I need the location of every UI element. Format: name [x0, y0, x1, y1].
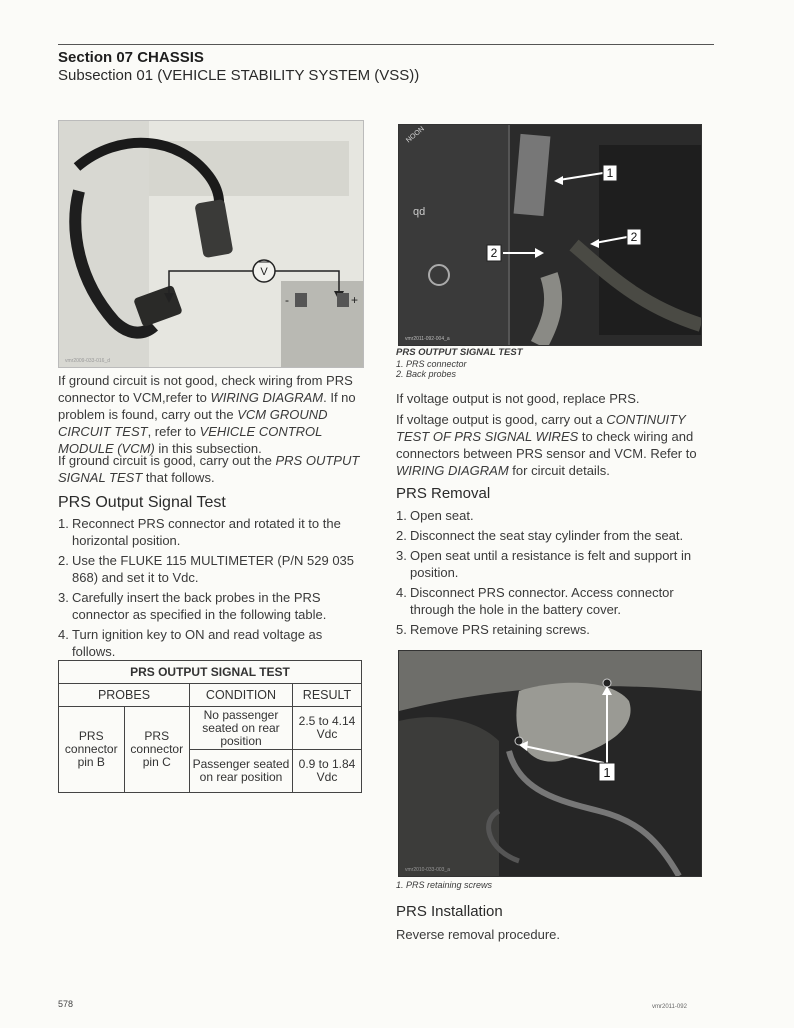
list-text: Turn ignition key to ON and read voltage as follows.: [72, 627, 323, 659]
callout-screws: 1: [603, 765, 611, 780]
ground-good-paragraph: [58, 452, 364, 486]
list-number: 2.: [396, 528, 407, 543]
svg-text:V: V: [260, 266, 268, 278]
figure2-caption-item-1: 1. PRS connector: [396, 359, 467, 369]
figure3-caption-item-1: 1. PRS retaining screws: [396, 880, 493, 890]
removal-steps: [396, 507, 702, 641]
figure2-caption-item-2: 2. Back probes: [396, 369, 457, 379]
header-condition: CONDITION: [190, 684, 293, 707]
prs-output-table: [58, 660, 362, 793]
list-text: Reconnect PRS connector and rotated it to the horizontal position.: [72, 516, 341, 548]
list-text: Use the FLUKE 115 MULTIMETER (P/N 529 035 868) and set it to Vdc.: [72, 553, 355, 585]
prs-removal-heading: PRS Removal: [396, 485, 491, 502]
voltage-not-good-paragraph: If voltage output is not good, replace PRS.: [396, 391, 640, 406]
italic-reference: WIRING DIAGRAM: [396, 463, 509, 478]
subsection-title: Subsection 01 (VEHICLE STABILITY SYSTEM (VSS)): [58, 67, 420, 84]
text-run: , refer to: [147, 424, 200, 439]
list-number: 1.: [396, 508, 407, 523]
installation-text: Reverse removal procedure.: [396, 927, 561, 942]
figure-multimeter-photo: [58, 120, 364, 368]
condition-passenger: Passenger seated on rear position: [190, 750, 293, 793]
list-item: [58, 626, 364, 660]
page-number: 578: [58, 999, 74, 1009]
figure2-caption-title: PRS OUTPUT SIGNAL TEST: [396, 347, 523, 358]
italic-reference: CONTINUITY TEST OF PRS SIGNAL WIRES: [396, 412, 686, 444]
list-item: [396, 527, 702, 544]
callout-2a: 2: [490, 246, 498, 260]
text-run: If ground circuit is good, carry out the: [58, 453, 276, 468]
text-run: that follows.: [142, 470, 215, 485]
text-run: If voltage output is good, carry out a: [396, 412, 607, 427]
list-text: Carefully insert the back probes in the PRS connector as specified in the following table.: [72, 590, 327, 622]
condition-no-passenger: No passenger seated on rear position: [190, 707, 293, 750]
list-number: 3.: [58, 590, 69, 605]
multimeter-photo-drawing: [59, 121, 363, 367]
figure1-id: vmr2009-033-016_d: [65, 358, 111, 364]
list-item: [396, 507, 702, 524]
list-item: [58, 552, 364, 586]
text-run: for circuit details.: [508, 463, 610, 478]
header-rule: [58, 44, 714, 45]
prs-installation-heading: PRS Installation: [396, 903, 503, 920]
list-item: [396, 584, 702, 618]
list-number: 4.: [58, 627, 69, 642]
voltage-good-paragraph: [396, 411, 702, 479]
probe-pin-c: PRS connector pin C: [124, 707, 190, 793]
italic-reference: VCM GROUND CIRCUIT TEST: [58, 407, 328, 439]
list-text: Open seat.: [410, 508, 474, 523]
text-run: . If no problem is found, carry out the: [58, 390, 356, 422]
figure3-id: vmr2010-033-003_a: [405, 867, 451, 873]
list-number: 4.: [396, 585, 407, 600]
list-item: [396, 547, 702, 581]
figure-prs-probe-photo: [398, 124, 702, 346]
list-item: [58, 515, 364, 549]
list-item: [58, 589, 364, 623]
list-text: Open seat until a resistance is felt and support in position.: [410, 548, 692, 580]
italic-reference: WIRING DIAGRAM: [210, 390, 324, 405]
list-item: [396, 621, 702, 638]
list-number: 5.: [396, 622, 407, 637]
decal-noon: NOON: [405, 125, 426, 145]
table-title: PRS OUTPUT SIGNAL TEST: [59, 661, 362, 684]
prs-output-test-heading: PRS Output Signal Test: [58, 494, 226, 511]
text-run: If ground circuit is not good, check wiring from PRS connector to VCM,refer to: [58, 373, 353, 405]
list-text: Disconnect PRS connector. Access connector through the hole in the battery cover.: [410, 585, 674, 617]
header-probes: PROBES: [59, 684, 190, 707]
decal-qd: qd: [413, 206, 426, 218]
text-run: in this subsection.: [154, 441, 262, 456]
callout-2b: 2: [630, 230, 638, 244]
figure-prs-screws-photo: [398, 650, 702, 877]
output-test-steps: [58, 515, 364, 663]
plus-label: +: [351, 293, 359, 307]
prs-probe-photo-drawing: [399, 125, 701, 345]
ground-not-good-paragraph: [58, 372, 364, 457]
italic-reference: PRS OUTPUT SIGNAL TEST: [58, 453, 360, 485]
list-number: 2.: [58, 553, 69, 568]
figure2-id: vmr2011-092-004_a: [405, 336, 450, 342]
minus-label: -: [285, 293, 289, 307]
list-number: 3.: [396, 548, 407, 563]
text-run: to check wiring and connectors between PRS sensor and VCM. Refer to: [396, 429, 697, 461]
italic-reference: VEHICLE CONTROL MODULE (VCM): [58, 424, 323, 456]
list-text: Disconnect the seat stay cylinder from the seat.: [410, 528, 684, 543]
prs-screws-photo-drawing: [399, 651, 701, 876]
probe-pin-b: PRS connector pin B: [59, 707, 125, 793]
callout-1: 1: [606, 166, 614, 180]
footer-code: vmr2011-092: [652, 1004, 687, 1010]
header-result: RESULT: [293, 684, 362, 707]
result-no-passenger: 2.5 to 4.14 Vdc: [293, 707, 362, 750]
result-passenger: 0.9 to 1.84 Vdc: [293, 750, 362, 793]
section-title: Section 07 CHASSIS: [58, 49, 204, 66]
list-number: 1.: [58, 516, 69, 531]
list-text: Remove PRS retaining screws.: [410, 622, 590, 637]
